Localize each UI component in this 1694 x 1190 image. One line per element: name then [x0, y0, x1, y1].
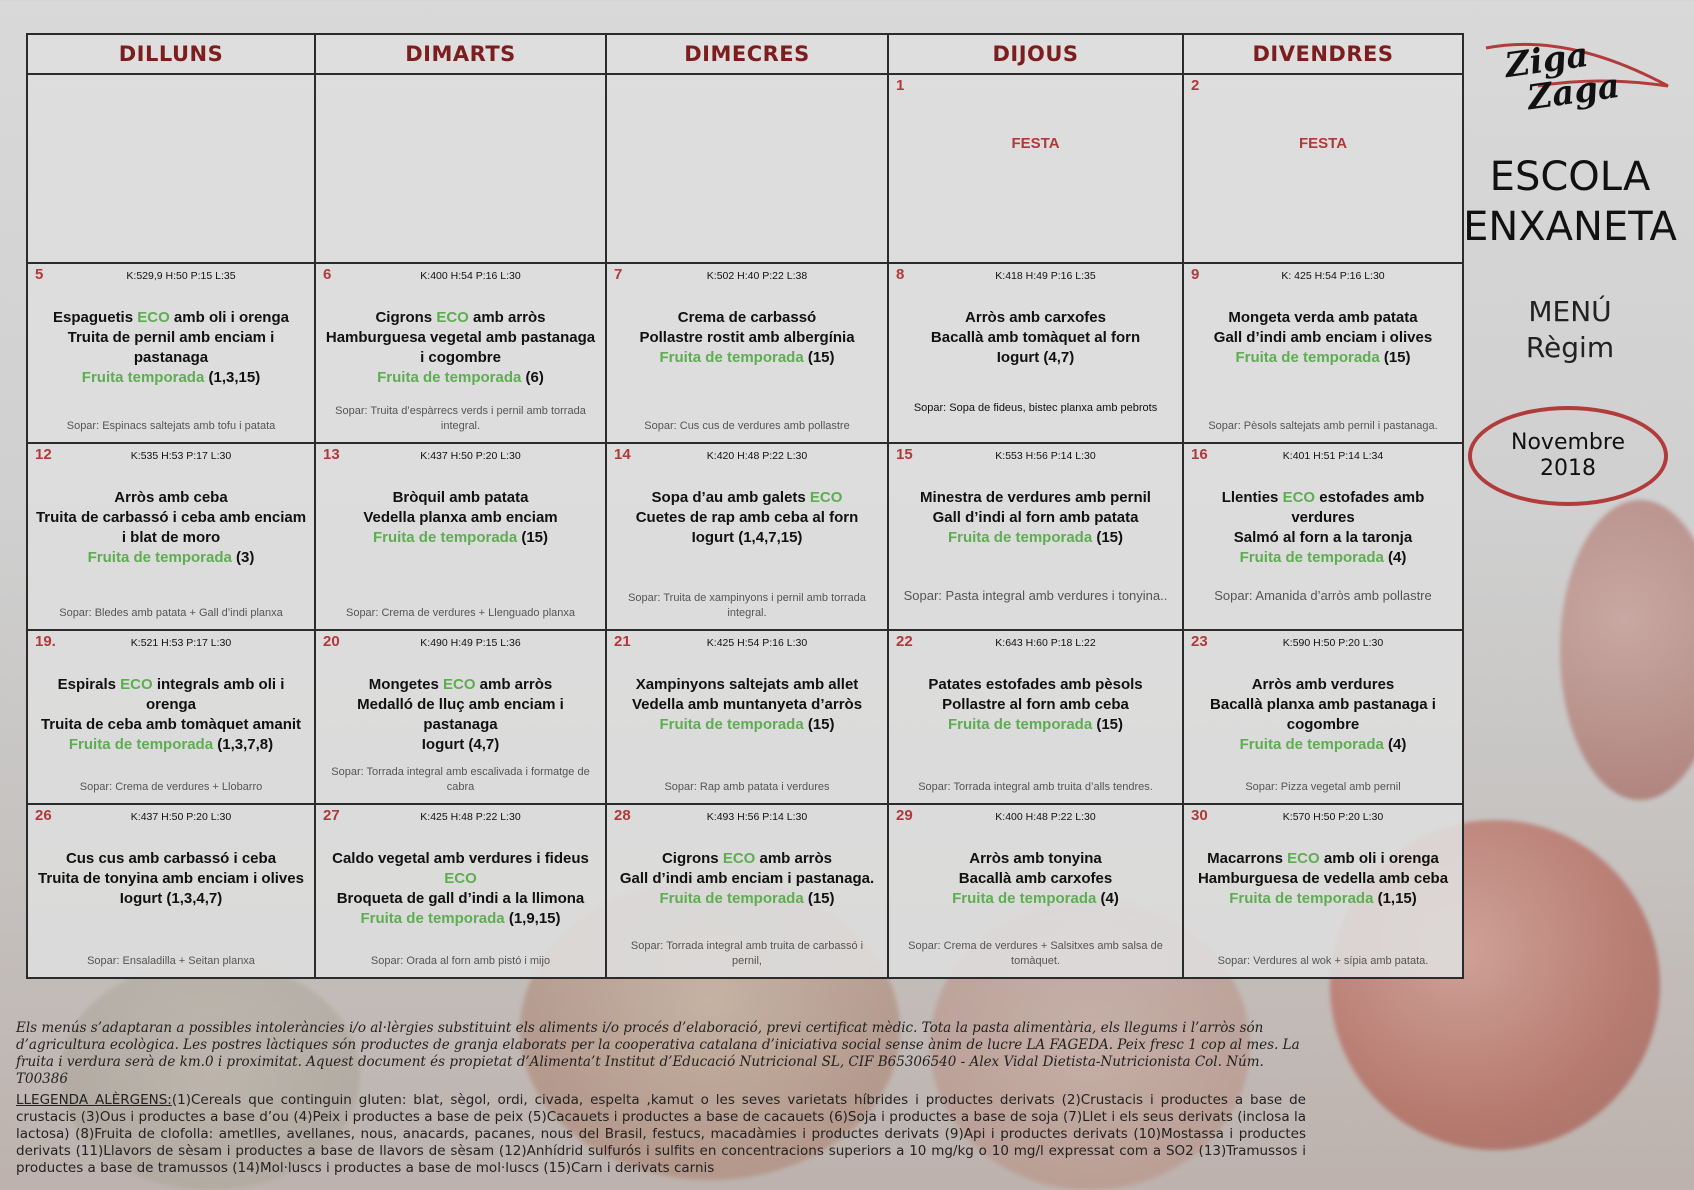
highlight-text: Fruita de temporada: [1239, 549, 1384, 567]
day-number: 7: [614, 265, 623, 283]
dish-list: [613, 488, 881, 548]
dish-text: Bròquil amb patata: [392, 489, 529, 507]
dish-line: [34, 869, 308, 889]
dish-list: [34, 488, 308, 568]
dish-line: [322, 328, 599, 368]
day-cell: [1183, 443, 1463, 630]
highlight-text: Fruita de temporada: [659, 889, 804, 907]
allergen-legend-text: (1)Cereals que continguin gluten: blat, sègol, ordi, civada, espelta ,kamut o les seves varietats híbrides i productes derivats (2)Crustacis i productes a base de crustacis (3)Ous i productes a base d’ou (4)Peix i productes a base de peix (5)Cacauets i productes a base de cacauets (6)Soja i productes a base de soja (7)Llet i els seus derivats (inclosa la lactosa) (8)Fruita de clofolla: ametlles, avellanes, nous, anacards, pacanes, nous del Brasil, festucs, macadàmies i productes derivats (9)Api i productes derivats (10)Mostassa i productes derivats (11)Llavors de sèsam i productes a base de llavors de sèsam (12)Anhídrid sulfurós i sulfits en concentracions superiors a 10 mg/kg o 10 mg/l expressat com a SO2 (13)Tramussos i productes a base de tramussos (14)Mol·luscs i productes a base de mol·luscs (15)Carn i derivats carnis: [16, 1092, 1306, 1176]
dish-text: Gall d’indi amb enciam i olives: [1213, 328, 1433, 346]
dish-text: (15): [1379, 348, 1411, 366]
dish-text: Crema de carbassó: [677, 308, 817, 326]
highlight-text: ECO: [809, 489, 843, 507]
empty-day-cell: [315, 74, 606, 263]
dish-text: Vedella planxa amb enciam: [363, 509, 558, 527]
dish-text: Patates estofades amb pèsols: [928, 675, 1143, 693]
dinner-suggestion: Sopar: Pasta integral amb verdures i tonyina..: [903, 587, 1168, 603]
dish-line: [34, 675, 308, 715]
day-cell: [888, 443, 1183, 630]
school-name-line1: ESCOLA: [1489, 154, 1651, 200]
dinner-suggestion: Sopar: Torrada integral amb truita de carbassó i pernil,: [630, 940, 864, 967]
dinner-suggestion: Sopar: Crema de verdures + Salsitxes amb salsa de tomàquet.: [908, 940, 1163, 967]
dish-text: (6): [521, 368, 544, 386]
allergen-legend-title: LLEGENDA ALÈRGENS:: [16, 1092, 172, 1108]
dish-line: [34, 889, 308, 909]
day-number: 9: [1191, 265, 1200, 283]
dish-list: [1190, 675, 1456, 755]
nutrition-info: K:490 H:49 P:15 L:36: [420, 636, 521, 649]
nutrition-info: K:425 H:54 P:16 L:30: [706, 636, 808, 649]
dish-text: Minestra de verdures amb pernil: [920, 489, 1151, 507]
day-number: 16: [1191, 446, 1208, 464]
school-name-line2: ENXANETA: [1463, 204, 1677, 250]
day-number: 2: [1191, 77, 1200, 94]
dish-text: Espaguetis: [53, 308, 138, 326]
dish-line: [613, 488, 881, 508]
dish-line: [895, 508, 1176, 528]
dish-list: [613, 849, 881, 909]
dish-line: [613, 308, 881, 328]
dish-text: Hamburguesa vegetal amb pastanaga i cogombre: [325, 328, 596, 366]
dish-text: amb oli i orenga: [169, 308, 289, 326]
dish-line: [322, 889, 599, 909]
dish-text: (1,15): [1373, 889, 1417, 907]
dish-text: Cigrons: [375, 308, 437, 326]
day-number: 15: [896, 446, 913, 464]
dish-text: amb oli i orenga: [1319, 849, 1439, 867]
dish-text: (15): [1092, 715, 1124, 733]
dish-line: [895, 889, 1176, 909]
day-number: 21: [614, 632, 631, 650]
dish-text: Truita de tonyina amb enciam i olives: [38, 869, 304, 887]
dish-line: [34, 735, 308, 755]
day-number: 20: [323, 632, 340, 650]
dish-text: (4): [1383, 735, 1407, 753]
dish-text: Salmó al forn a la taronja: [1233, 529, 1413, 547]
dish-line: [895, 869, 1176, 889]
dish-text: Cus cus amb carbassó i ceba: [65, 849, 277, 867]
dish-text: amb arròs: [468, 308, 546, 326]
highlight-text: Fruita temporada: [81, 368, 205, 386]
dish-list: [34, 675, 308, 755]
dish-text: Iogurt (4,7): [996, 348, 1075, 366]
dish-text: Truita de ceba amb tomàquet amanit: [40, 715, 302, 733]
highlight-text: ECO: [444, 869, 477, 887]
nutrition-info: K:553 H:56 P:14 L:30: [995, 450, 1096, 463]
dish-line: [895, 308, 1176, 328]
dish-line: [322, 675, 599, 695]
dish-line: [322, 308, 599, 328]
highlight-text: Fruita de temporada: [947, 715, 1093, 733]
day-number: 12: [35, 446, 52, 464]
dish-text: (1,3,7,8): [213, 735, 274, 753]
dish-list: [895, 849, 1176, 909]
highlight-text: ECO: [436, 308, 469, 326]
dish-text: (4): [1383, 549, 1407, 567]
nutrition-info: K:437 H:50 P:20 L:30: [130, 810, 232, 823]
day-number: 23: [1191, 632, 1208, 650]
dish-text: estofades amb verdures: [1291, 489, 1425, 527]
highlight-text: Fruita de temporada: [659, 715, 804, 733]
dish-line: [613, 675, 881, 695]
dish-line: [1190, 695, 1456, 735]
dinner-suggestion: Sopar: Crema de verdures + Llobarro: [79, 780, 263, 793]
dish-text: (15): [803, 889, 835, 907]
week-row: [27, 443, 1463, 630]
dish-list: [34, 849, 308, 909]
day-number: 29: [896, 806, 913, 824]
dish-text: Xampinyons saltejats amb allet: [635, 675, 859, 693]
day-cell: [888, 74, 1183, 263]
nutrition-info: K:493 H:56 P:14 L:30: [706, 810, 808, 823]
dish-line: [613, 695, 881, 715]
dish-list: [322, 488, 599, 548]
highlight-text: ECO: [137, 308, 170, 326]
dish-list: [895, 308, 1176, 368]
dish-line: [895, 528, 1176, 548]
weekday-header: DILLUNS: [27, 34, 315, 74]
week-row: [27, 263, 1463, 443]
dinner-suggestion: Sopar: Pizza vegetal amb pernil: [1245, 780, 1401, 793]
dish-text: integrals amb oli i orenga: [145, 675, 285, 713]
dish-line: [1190, 889, 1456, 909]
nutrition-info: K:420 H:48 P:22 L:30: [706, 450, 808, 463]
nutrition-info: K:400 H:54 P:16 L:30: [420, 269, 521, 282]
dish-line: [322, 909, 599, 929]
menu-calendar: [26, 33, 1464, 979]
weekday-header: DIVENDRES: [1183, 34, 1463, 74]
day-cell: [1183, 630, 1463, 804]
logo-text-ziga: Ziga: [1502, 34, 1591, 87]
highlight-text: Fruita de temporada: [68, 735, 214, 753]
logo-text-zaga: Zaga: [1524, 65, 1623, 118]
day-cell: [606, 630, 888, 804]
dish-text: (15): [517, 529, 549, 547]
dish-line: [322, 695, 599, 735]
nutrition-info: K:400 H:48 P:22 L:30: [995, 810, 1096, 823]
weekday-header: DIMARTS: [315, 34, 606, 74]
dish-text: Iogurt (1,4,7,15): [691, 529, 803, 547]
dish-text: Vedella amb muntanyeta d’arròs: [631, 695, 863, 713]
ziga-zaga-logo: [1478, 28, 1678, 118]
dish-text: Truita de carbassó i ceba amb enciam i blat de moro: [35, 509, 307, 547]
dish-text: (1,3,15): [204, 368, 261, 386]
highlight-text: Fruita de temporada: [1235, 348, 1380, 366]
highlight-text: ECO: [1287, 849, 1320, 867]
dish-text: (15): [803, 715, 835, 733]
dish-text: Llenties: [1221, 489, 1283, 507]
dish-list: [895, 488, 1176, 548]
nutrition-info: K:437 H:50 P:20 L:30: [420, 450, 521, 463]
holiday-label: FESTA: [1298, 135, 1348, 152]
highlight-text: Fruita de temporada: [952, 889, 1097, 907]
holiday-label: FESTA: [1011, 135, 1060, 152]
day-cell: [606, 263, 888, 443]
dinner-suggestion: Sopar: Espinacs saltejats amb tofu i patata: [66, 420, 276, 433]
dish-line: [34, 308, 308, 328]
dish-text: (3): [231, 549, 255, 567]
dish-line: [34, 328, 308, 368]
nutrition-info: K:590 H:50 P:20 L:30: [1282, 636, 1384, 649]
dish-text: (1,9,15): [504, 909, 561, 927]
day-cell: [1183, 804, 1463, 978]
day-cell: [27, 804, 315, 978]
dish-list: [1190, 308, 1456, 368]
dish-text: Bacallà planxa amb pastanaga i cogombre: [1210, 695, 1436, 733]
day-cell: [315, 263, 606, 443]
dish-line: [613, 849, 881, 869]
dish-line: [613, 889, 881, 909]
dish-line: [895, 715, 1176, 735]
day-cell: [27, 630, 315, 804]
dish-text: Mongeta verda amb patata: [1228, 308, 1418, 326]
day-cell: [1183, 263, 1463, 443]
nutrition-info: K:535 H:53 P:17 L:30: [130, 450, 232, 463]
dish-line: [34, 548, 308, 568]
dish-text: Bacallà amb carxofes: [958, 869, 1113, 887]
dish-line: [322, 735, 599, 755]
highlight-text: ECO: [1282, 489, 1316, 507]
dish-line: [322, 528, 599, 548]
dish-text: Sopa d’au amb galets: [651, 489, 810, 507]
dish-text: Medalló de lluç amb enciam i pastanaga: [357, 695, 564, 733]
dish-text: Pollastre al forn amb ceba: [942, 695, 1129, 713]
dish-line: [1190, 869, 1456, 889]
day-number: 13: [323, 446, 340, 464]
dinner-suggestion: Sopar: Verdures al wok + sípia amb patata.: [1217, 955, 1429, 967]
dish-list: [322, 308, 599, 388]
weekday-header-row: [27, 34, 1463, 74]
day-number: 14: [614, 446, 631, 464]
day-number: 28: [614, 806, 631, 824]
day-cell: [315, 630, 606, 804]
dish-list: [322, 849, 599, 929]
day-number: 26: [35, 806, 52, 824]
dish-line: [1190, 675, 1456, 695]
day-cell: [315, 804, 606, 978]
footer-note: Els menús s’adaptaran a possibles intoleràncies i/o al·lèrgies substituint els aliments i/o procés d’elaboració, previ certificat mèdic. Tota la pasta alimentària, els llegums i l’arròs són d’agricultura ecològica. Les postres làctiques són productes de granja elaborats per la cooperativa catalana d’iniciativa social sense ànim de lucre LA FAGEDA. Peix fresc 1 cop al mes. La fruita i verdura serà de km.0 i proximitat. Aquest document és propietat d’Alimenta’t Institut d’Educació Nutricional SL, CIF B65306540 - Alex Vidal Dietista-Nutricionista Col. Núm. T00386: [16, 1020, 1300, 1087]
day-cell: [1183, 74, 1463, 263]
highlight-text: ECO: [442, 675, 476, 693]
day-number: 8: [896, 265, 905, 283]
day-cell: [888, 804, 1183, 978]
nutrition-info: K:401 H:51 P:14 L:34: [1282, 450, 1384, 463]
dish-line: [1190, 548, 1456, 568]
dish-line: [613, 328, 881, 348]
day-cell: [888, 630, 1183, 804]
dish-text: Cuetes de rap amb ceba al forn: [635, 509, 859, 527]
menu-type-line1: MENÚ: [1528, 295, 1612, 328]
empty-day-cell: [606, 74, 888, 263]
dish-text: Hamburguesa de vedella amb ceba: [1197, 869, 1449, 887]
dish-line: [895, 488, 1176, 508]
dish-text: Espirals: [57, 675, 121, 693]
day-number: 6: [323, 265, 332, 283]
dish-list: [34, 308, 308, 388]
dish-text: Caldo vegetal amb verdures i fideus: [332, 849, 589, 867]
dish-list: [613, 675, 881, 735]
dinner-suggestion: Sopar: Ensaladilla + Seitan planxa: [87, 955, 255, 967]
dinner-suggestion: Sopar: Torrada integral amb escalivada i formatge de cabra: [331, 765, 590, 793]
dish-line: [1190, 328, 1456, 348]
dish-list: [1190, 849, 1456, 909]
dish-line: [613, 348, 881, 368]
dish-line: [34, 508, 308, 548]
highlight-text: Fruita de temporada: [87, 549, 232, 567]
dish-line: [895, 675, 1176, 695]
dish-text: Mongetes: [368, 675, 443, 693]
dish-line: [34, 715, 308, 735]
dish-line: [322, 488, 599, 508]
dish-line: [613, 508, 881, 528]
day-number: 5: [35, 265, 44, 283]
dish-text: Arròs amb tonyina: [969, 849, 1102, 867]
dish-line: [895, 348, 1176, 368]
month-year: 2018: [1540, 456, 1596, 481]
day-number: 27: [323, 806, 340, 824]
pepper-decoration: [1560, 500, 1694, 800]
dish-text: Bacallà amb tomàquet al forn: [930, 328, 1141, 346]
nutrition-info: K:521 H:53 P:17 L:30: [130, 636, 232, 649]
day-cell: [27, 263, 315, 443]
dinner-suggestion: Sopar: Truita de xampinyons i pernil amb torrada integral.: [628, 591, 866, 619]
dish-text: Arròs amb verdures: [1251, 675, 1395, 693]
day-cell: [27, 443, 315, 630]
dish-text: amb arròs: [475, 675, 553, 693]
dish-line: [1190, 348, 1456, 368]
dish-line: [613, 528, 881, 548]
dish-line: [1190, 735, 1456, 755]
dinner-suggestion: Sopar: Truita d’espàrrecs verds i pernil amb torrada integral.: [335, 405, 586, 433]
dish-text: (15): [803, 348, 835, 366]
dish-text: Broqueta de gall d’indi a la llimona: [336, 889, 585, 907]
dinner-suggestion: Sopar: Sopa de fideus, bistec planxa amb pebrots: [913, 402, 1158, 415]
weekday-header: DIMECRES: [606, 34, 888, 74]
school-name: [1462, 152, 1678, 252]
menu-type-line2: Règim: [1525, 331, 1615, 364]
day-cell: [606, 443, 888, 630]
dish-list: [895, 675, 1176, 735]
highlight-text: Fruita de temporada: [360, 909, 505, 927]
dish-line: [895, 849, 1176, 869]
day-number: 1: [896, 77, 905, 94]
dish-line: [1190, 528, 1456, 548]
nutrition-info: K:643 H:60 P:18 L:22: [995, 636, 1096, 649]
allergen-legend: [16, 1092, 1306, 1177]
week-row: [27, 804, 1463, 978]
dish-line: [34, 488, 308, 508]
dish-line: [322, 508, 599, 528]
highlight-text: ECO: [120, 675, 153, 693]
dish-list: [613, 308, 881, 368]
dish-text: (4): [1096, 889, 1119, 907]
dinner-suggestion: Sopar: Rap amb patata i verdures: [664, 780, 830, 793]
dinner-suggestion: Sopar: Amanida d’arròs amb pollastre: [1214, 587, 1432, 603]
month-name: Novembre: [1511, 430, 1625, 455]
dish-text: Arròs amb ceba: [114, 489, 228, 507]
empty-day-cell: [27, 74, 315, 263]
highlight-text: Fruita de temporada: [372, 529, 518, 547]
dish-line: [613, 869, 881, 889]
dinner-suggestion: Sopar: Bledes amb patata + Gall d’indi planxa: [59, 606, 283, 619]
dish-text: Cigrons: [661, 849, 723, 867]
highlight-text: Fruita de temporada: [1239, 735, 1384, 753]
nutrition-info: K:502 H:40 P:22 L:38: [706, 269, 808, 282]
day-cell: [606, 804, 888, 978]
nutrition-info: K:529,9 H:50 P:15 L:35: [126, 269, 236, 282]
dish-text: Truita de pernil amb enciam i pastanaga: [67, 328, 275, 366]
dish-text: Macarrons: [1207, 849, 1288, 867]
dinner-suggestion: Sopar: Orada al forn amb pistó i mijo: [370, 955, 551, 967]
dish-line: [895, 695, 1176, 715]
nutrition-info: K: 425 H:54 P:16 L:30: [1281, 269, 1385, 282]
dish-text: (15): [1092, 529, 1124, 547]
dish-text: Arròs amb carxofes: [965, 308, 1106, 326]
highlight-text: Fruita de temporada: [947, 529, 1093, 547]
week-row-holiday: [27, 74, 1463, 263]
dinner-suggestion: Sopar: Cus cus de verdures amb pollastre: [644, 420, 850, 433]
dish-line: [1190, 488, 1456, 528]
dish-line: [1190, 308, 1456, 328]
dish-text: Iogurt (4,7): [421, 735, 500, 753]
highlight-text: Fruita de temporada: [1229, 889, 1374, 907]
dish-line: [322, 849, 599, 889]
dish-line: [613, 715, 881, 735]
highlight-text: Fruita de temporada: [377, 368, 522, 386]
week-row: [27, 630, 1463, 804]
dish-line: [1190, 849, 1456, 869]
dinner-suggestion: Sopar: Torrada integral amb truita d’alls tendres.: [918, 780, 1153, 793]
nutrition-info: K:418 H:49 P:16 L:35: [995, 269, 1096, 282]
dish-line: [895, 328, 1176, 348]
dish-text: Gall d’indi al forn amb patata: [932, 509, 1139, 527]
nutrition-info: K:570 H:50 P:20 L:30: [1282, 810, 1384, 823]
nutrition-info: K:425 H:48 P:22 L:30: [420, 810, 521, 823]
day-cell: [888, 263, 1183, 443]
dish-text: Iogurt (1,3,4,7): [119, 889, 223, 907]
month-badge: [1468, 406, 1668, 506]
dinner-suggestion: Sopar: Pèsols saltejats amb pernil i pastanaga.: [1208, 420, 1438, 433]
dinner-suggestion: Sopar: Crema de verdures + Llenguado planxa: [345, 606, 575, 619]
day-cell: [315, 443, 606, 630]
dish-line: [34, 849, 308, 869]
dish-text: Pollastre rostit amb albergínia: [639, 328, 855, 346]
dish-text: Gall d’indi amb enciam i pastanaga.: [619, 869, 875, 887]
dish-text: amb arròs: [755, 849, 833, 867]
highlight-text: Fruita de temporada: [659, 348, 804, 366]
dish-list: [322, 675, 599, 755]
highlight-text: ECO: [722, 849, 756, 867]
dish-list: [1190, 488, 1456, 568]
weekday-header: DIJOUS: [888, 34, 1183, 74]
day-number: 22: [896, 632, 913, 650]
menu-type: [1462, 294, 1678, 366]
day-number: 19.: [35, 632, 56, 650]
dish-line: [34, 368, 308, 388]
day-number: 30: [1191, 806, 1208, 824]
dish-line: [322, 368, 599, 388]
